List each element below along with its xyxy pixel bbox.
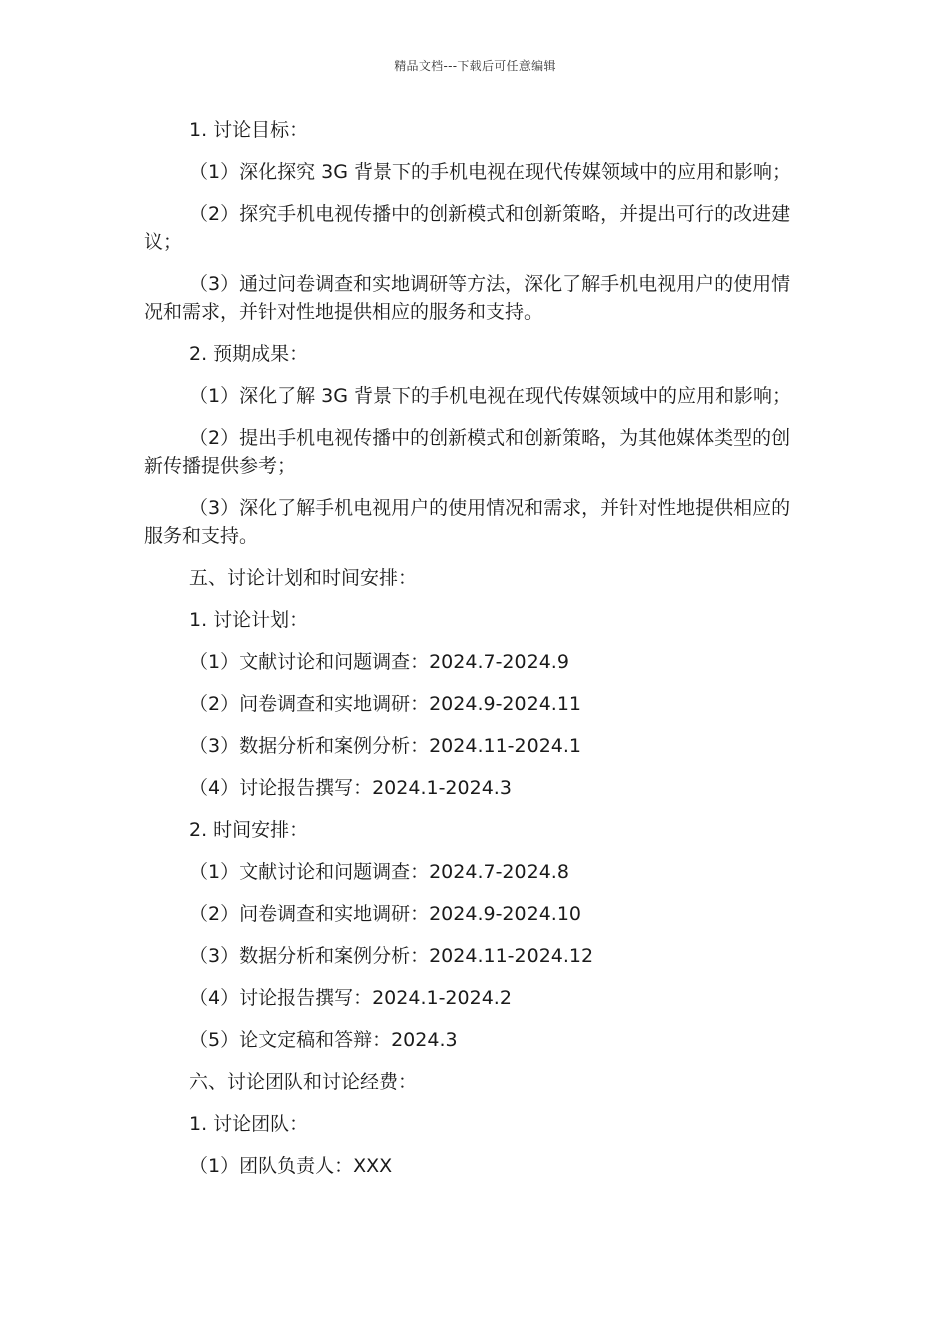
section-heading: 1. 讨论团队：	[189, 1113, 309, 1135]
section-heading: 1. 讨论目标：	[189, 119, 309, 141]
paragraph: （3）通过问卷调查和实地调研等方法，深化了解手机电视用户的使用情况和需求，并针对性地提供相应的服务和支持。	[144, 273, 791, 323]
paragraph: （2）问卷调查和实地调研：2024.9-2024.10	[189, 903, 581, 925]
section-heading: 1. 讨论计划：	[189, 609, 309, 631]
paragraph: （1）深化了解 3G 背景下的手机电视在现代传媒领域中的应用和影响；	[189, 385, 791, 407]
section-heading: 2. 时间安排：	[189, 819, 309, 841]
paragraph: （3）数据分析和案例分析：2024.11-2024.1	[189, 735, 581, 757]
paragraph: （2）问卷调查和实地调研：2024.9-2024.11	[189, 693, 581, 715]
paragraph: （2）探究手机电视传播中的创新模式和创新策略，并提出可行的改进建议；	[144, 203, 791, 253]
paragraph: （1）文献讨论和问题调查：2024.7-2024.8	[189, 861, 569, 883]
document-body	[144, 116, 808, 1194]
paragraph: （5）论文定稿和答辩：2024.3	[189, 1029, 458, 1051]
paragraph: （1）文献讨论和问题调查：2024.7-2024.9	[189, 651, 569, 673]
paragraph: （3）数据分析和案例分析：2024.11-2024.12	[189, 945, 594, 967]
page-header: 精品文档---下载后可任意编辑	[394, 59, 556, 73]
paragraph: （1）团队负责人：XXX	[189, 1155, 393, 1177]
section-heading: 2. 预期成果：	[189, 343, 309, 365]
paragraph: （4）讨论报告撰写：2024.1-2024.3	[189, 777, 512, 799]
section-heading: 六、讨论团队和讨论经费：	[189, 1071, 418, 1093]
paragraph: （1）深化探究 3G 背景下的手机电视在现代传媒领域中的应用和影响；	[189, 161, 791, 183]
paragraph: （3）深化了解手机电视用户的使用情况和需求，并针对性地提供相应的服务和支持。	[144, 497, 791, 547]
paragraph: （4）讨论报告撰写：2024.1-2024.2	[189, 987, 512, 1009]
paragraph: （2）提出手机电视传播中的创新模式和创新策略，为其他媒体类型的创新传播提供参考；	[144, 427, 791, 477]
section-heading: 五、讨论计划和时间安排：	[189, 567, 418, 589]
